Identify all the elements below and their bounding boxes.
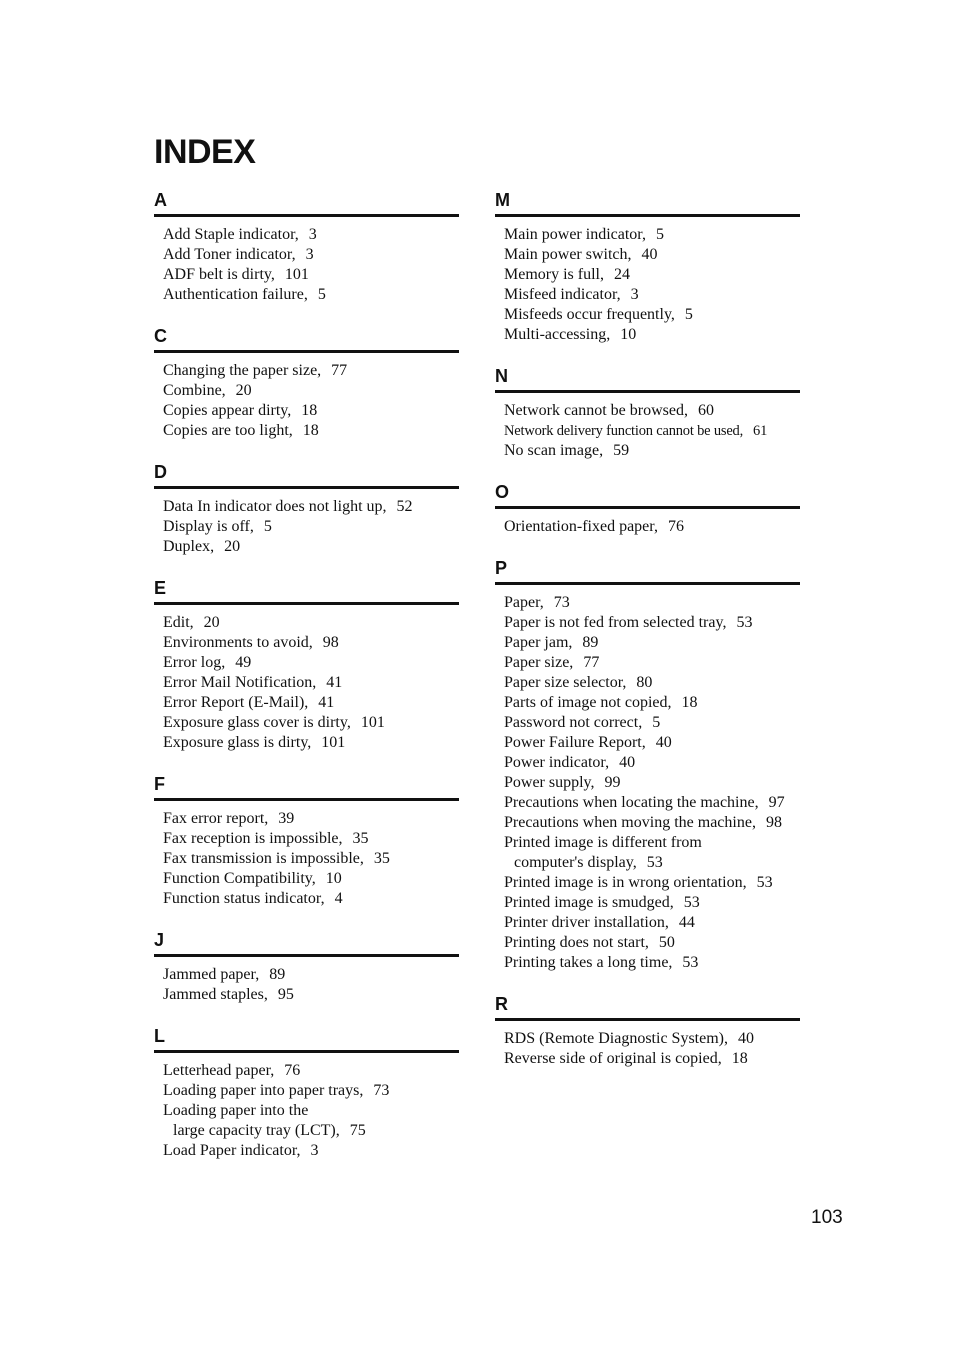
entry-page: 10 xyxy=(325,870,342,887)
index-section-n xyxy=(495,364,800,461)
entry-term: Fax reception is impossible, xyxy=(163,830,343,847)
index-entry xyxy=(504,773,800,793)
section-letter: M xyxy=(495,190,510,210)
index-entry xyxy=(163,265,459,285)
entry-term: Loading paper into the xyxy=(163,1102,309,1119)
index-entry xyxy=(504,245,800,265)
entry-page: 73 xyxy=(373,1082,390,1099)
entry-page: 35 xyxy=(352,830,369,847)
index-entry xyxy=(504,833,800,873)
entry-term: Printed image is different from xyxy=(504,834,702,851)
entry-term: Add Staple indicator, xyxy=(163,226,299,243)
index-entry xyxy=(163,673,459,693)
index-entry xyxy=(163,245,459,265)
entry-page: 53 xyxy=(756,874,773,891)
entry-continuation xyxy=(504,853,800,873)
index-entry xyxy=(163,1141,459,1161)
entry-page: 60 xyxy=(697,402,714,419)
entry-page: 4 xyxy=(334,890,343,907)
entry-page: 61 xyxy=(753,423,768,439)
entry-term: Orientation-fixed paper, xyxy=(504,518,658,535)
entry-term: Exposure glass is dirty, xyxy=(163,734,312,751)
entry-page: 77 xyxy=(583,654,600,671)
entry-term: Reverse side of original is copied, xyxy=(504,1050,722,1067)
entry-term: Jammed paper, xyxy=(163,966,260,983)
index-entry xyxy=(504,1029,800,1049)
index-section-d xyxy=(154,460,459,557)
entry-term: Multi-accessing, xyxy=(504,326,611,343)
entry-page: 5 xyxy=(652,714,661,731)
entry-term: Precautions when locating the machine, xyxy=(504,794,759,811)
index-entry xyxy=(504,933,800,953)
entry-term: Copies are too light, xyxy=(163,422,293,439)
entry-term: Password not correct, xyxy=(504,714,643,731)
entry-page: 5 xyxy=(684,306,693,323)
section-divider xyxy=(495,390,800,393)
entry-page: 3 xyxy=(305,246,314,263)
entry-term: Paper size selector, xyxy=(504,674,627,691)
index-column-right xyxy=(495,188,800,1088)
entry-subterm: large capacity tray (LCT), xyxy=(173,1122,340,1139)
section-divider xyxy=(154,602,459,605)
page-number: 103 xyxy=(811,1207,843,1228)
entry-term: Misfeed indicator, xyxy=(504,286,621,303)
entry-page: 35 xyxy=(373,850,390,867)
entry-page: 40 xyxy=(619,754,636,771)
entry-page: 40 xyxy=(655,734,672,751)
entry-page: 98 xyxy=(765,814,782,831)
index-entry xyxy=(504,633,800,653)
entry-page: 76 xyxy=(667,518,684,535)
entry-page: 10 xyxy=(620,326,637,343)
index-entry xyxy=(163,421,459,441)
section-divider xyxy=(154,350,459,353)
entry-term: Parts of image not copied, xyxy=(504,694,672,711)
index-entry xyxy=(504,673,800,693)
entry-page: 50 xyxy=(658,934,675,951)
entry-term: Changing the paper size, xyxy=(163,362,322,379)
entry-term: RDS (Remote Diagnostic System), xyxy=(504,1030,728,1047)
index-entry xyxy=(163,225,459,245)
entry-page: 89 xyxy=(269,966,286,983)
entry-term: Network cannot be browsed, xyxy=(504,402,688,419)
index-entry xyxy=(163,869,459,889)
section-letter: C xyxy=(154,326,167,346)
index-entry xyxy=(163,849,459,869)
section-letter: J xyxy=(154,930,165,950)
entry-term: Main power indicator, xyxy=(504,226,646,243)
index-entry xyxy=(163,285,459,305)
index-entry xyxy=(163,497,459,517)
section-letter: N xyxy=(495,366,508,386)
entry-page: 98 xyxy=(322,634,339,651)
section-letter: E xyxy=(154,578,167,598)
entry-term: Paper size, xyxy=(504,654,574,671)
entry-term: No scan image, xyxy=(504,442,604,459)
index-section-l xyxy=(154,1024,459,1161)
index-section-a xyxy=(154,188,459,305)
index-entry xyxy=(504,1049,800,1069)
entry-page: 53 xyxy=(683,894,700,911)
index-entry xyxy=(163,381,459,401)
entry-page: 101 xyxy=(360,714,385,731)
index-entry xyxy=(504,401,800,421)
index-entry xyxy=(163,809,459,829)
entry-term: Exposure glass cover is dirty, xyxy=(163,714,351,731)
entry-term: Edit, xyxy=(163,614,194,631)
entry-page: 20 xyxy=(203,614,220,631)
index-entry xyxy=(163,733,459,753)
entry-page: 41 xyxy=(326,674,343,691)
index-section-r xyxy=(495,992,800,1069)
index-entry xyxy=(504,873,800,893)
index-entry xyxy=(504,517,800,537)
index-column-left xyxy=(154,188,459,1180)
index-entry xyxy=(504,813,800,833)
entry-term: Printer driver installation, xyxy=(504,914,669,931)
index-entry xyxy=(504,305,800,325)
index-entry xyxy=(504,593,800,613)
entry-term: Power supply, xyxy=(504,774,595,791)
entry-page: 40 xyxy=(641,246,658,263)
entry-page: 101 xyxy=(321,734,346,751)
entry-term: Error log, xyxy=(163,654,226,671)
entry-term: Memory is full, xyxy=(504,266,604,283)
section-divider xyxy=(154,954,459,957)
index-entry xyxy=(163,517,459,537)
index-entry xyxy=(504,225,800,245)
section-letter: A xyxy=(154,190,167,210)
entry-page: 3 xyxy=(630,286,639,303)
entry-term: Network delivery function cannot be used, xyxy=(504,423,744,439)
entry-page: 53 xyxy=(646,854,663,871)
entry-term: Add Toner indicator, xyxy=(163,246,296,263)
index-entry xyxy=(504,793,800,813)
index-entry xyxy=(163,965,459,985)
index-entry xyxy=(163,985,459,1005)
index-section-j xyxy=(154,928,459,1005)
entry-continuation xyxy=(163,1121,459,1141)
entry-term: Duplex, xyxy=(163,538,215,555)
entry-page: 24 xyxy=(614,266,630,283)
section-divider xyxy=(495,506,800,509)
entry-term: ADF belt is dirty, xyxy=(163,266,275,283)
entry-term: Paper jam, xyxy=(504,634,573,651)
entry-page: 89 xyxy=(582,634,599,651)
entry-term: Data In indicator does not light up, xyxy=(163,498,387,515)
entry-page: 80 xyxy=(636,674,653,691)
index-section-p xyxy=(495,556,800,973)
entry-page: 53 xyxy=(736,614,753,631)
section-divider xyxy=(495,214,800,217)
entry-term: Jammed staples, xyxy=(163,986,268,1003)
entry-term: Power Failure Report, xyxy=(504,734,646,751)
page-title: INDEX xyxy=(154,133,256,171)
index-section-o xyxy=(495,480,800,537)
section-divider xyxy=(154,214,459,217)
entry-term: Printed image is smudged, xyxy=(504,894,674,911)
entry-page: 18 xyxy=(301,402,318,419)
index-entry xyxy=(163,889,459,909)
index-section-e xyxy=(154,576,459,753)
entry-page: 18 xyxy=(731,1050,748,1067)
index-entry xyxy=(504,441,800,461)
entry-term: Display is off, xyxy=(163,518,254,535)
section-letter: R xyxy=(495,994,508,1014)
entry-term: Function Compatibility, xyxy=(163,870,316,887)
entry-page: 41 xyxy=(318,694,335,711)
index-entry xyxy=(504,693,800,713)
index-section-f xyxy=(154,772,459,909)
entry-term: Fax error report, xyxy=(163,810,269,827)
entry-subterm: computer's display, xyxy=(514,854,637,871)
entry-term: Paper is not fed from selected tray, xyxy=(504,614,727,631)
index-entry xyxy=(504,953,800,973)
index-entry xyxy=(163,1101,459,1141)
section-divider xyxy=(154,486,459,489)
index-entry xyxy=(163,633,459,653)
index-entry xyxy=(504,753,800,773)
entry-page: 75 xyxy=(349,1122,366,1139)
index-section-c xyxy=(154,324,459,441)
entry-term: Misfeeds occur frequently, xyxy=(504,306,675,323)
entry-page: 3 xyxy=(310,1142,319,1159)
entry-term: Printed image is in wrong orientation, xyxy=(504,874,747,891)
entry-page: 77 xyxy=(331,362,348,379)
entry-page: 49 xyxy=(235,654,252,671)
entry-page: 97 xyxy=(768,794,785,811)
entry-page: 20 xyxy=(224,538,241,555)
entry-page: 5 xyxy=(317,286,326,303)
entry-page: 5 xyxy=(263,518,272,535)
entry-page: 40 xyxy=(737,1030,754,1047)
entry-page: 44 xyxy=(678,914,695,931)
index-entry xyxy=(163,713,459,733)
section-divider xyxy=(495,1018,800,1021)
index-entry xyxy=(163,537,459,557)
entry-term: Copies appear dirty, xyxy=(163,402,292,419)
entry-page: 59 xyxy=(613,442,630,459)
index-entry xyxy=(504,713,800,733)
entry-term: Environments to avoid, xyxy=(163,634,313,651)
entry-term: Fax transmission is impossible, xyxy=(163,850,364,867)
section-letter: P xyxy=(495,558,508,578)
entry-page: 20 xyxy=(235,382,252,399)
index-entry xyxy=(504,653,800,673)
entry-page: 73 xyxy=(553,594,570,611)
entry-page: 52 xyxy=(396,498,413,515)
section-letter: L xyxy=(154,1026,165,1046)
index-entry xyxy=(163,653,459,673)
entry-term: Letterhead paper, xyxy=(163,1062,275,1079)
entry-page: 53 xyxy=(682,954,699,971)
entry-term: Printing takes a long time, xyxy=(504,954,673,971)
index-entry xyxy=(504,913,800,933)
entry-term: Power indicator, xyxy=(504,754,610,771)
index-entry xyxy=(504,285,800,305)
entry-page: 5 xyxy=(655,226,664,243)
entry-term: Authentication failure, xyxy=(163,286,308,303)
entry-term: Printing does not start, xyxy=(504,934,649,951)
entry-page: 18 xyxy=(681,694,698,711)
index-entry xyxy=(163,361,459,381)
entry-term: Load Paper indicator, xyxy=(163,1142,301,1159)
index-entry xyxy=(163,693,459,713)
index-entry xyxy=(504,733,800,753)
index-entry xyxy=(504,325,800,345)
section-letter: D xyxy=(154,462,167,482)
index-entry xyxy=(163,1061,459,1081)
entry-page: 95 xyxy=(277,986,294,1003)
entry-page: 18 xyxy=(302,422,319,439)
entry-term: Combine, xyxy=(163,382,226,399)
index-entry xyxy=(163,401,459,421)
entry-term: Error Report (E-Mail), xyxy=(163,694,309,711)
entry-page: 3 xyxy=(308,226,317,243)
index-entry xyxy=(504,613,800,633)
entry-term: Precautions when moving the machine, xyxy=(504,814,756,831)
index-entry xyxy=(504,265,800,285)
index-entry xyxy=(163,1081,459,1101)
entry-term: Error Mail Notification, xyxy=(163,674,317,691)
entry-term: Paper, xyxy=(504,594,544,611)
section-divider xyxy=(154,798,459,801)
entry-page: 99 xyxy=(604,774,621,791)
index-entry xyxy=(163,829,459,849)
entry-page: 39 xyxy=(278,810,295,827)
entry-term: Main power switch, xyxy=(504,246,632,263)
index-entry xyxy=(504,421,800,441)
index-entry xyxy=(504,893,800,913)
index-section-m xyxy=(495,188,800,345)
section-divider xyxy=(154,1050,459,1053)
entry-term: Function status indicator, xyxy=(163,890,325,907)
entry-page: 76 xyxy=(284,1062,301,1079)
section-letter: F xyxy=(154,774,165,794)
section-divider xyxy=(495,582,800,585)
section-letter: O xyxy=(495,482,510,502)
index-entry xyxy=(163,613,459,633)
entry-page: 101 xyxy=(284,266,309,283)
entry-term: Loading paper into paper trays, xyxy=(163,1082,364,1099)
